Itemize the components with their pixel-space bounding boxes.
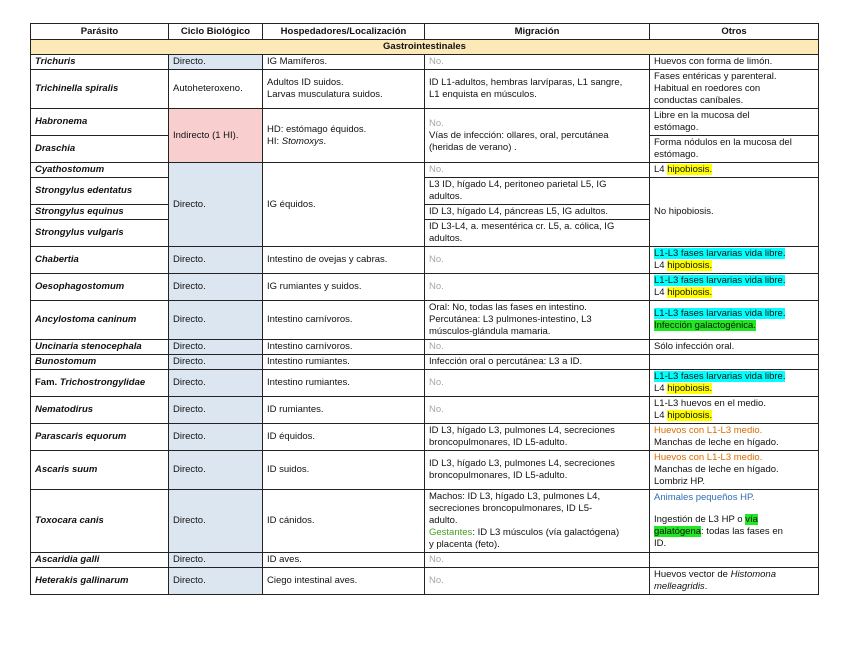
header-otros: Otros bbox=[650, 24, 819, 40]
other-line bbox=[654, 514, 814, 526]
parasite-name: Heterakis gallinarum bbox=[31, 568, 169, 595]
other-text: Ingestión de L3 HP o bbox=[654, 514, 746, 525]
cycle-cell: Directo. bbox=[169, 355, 263, 370]
other-line: Huevos con L1-L3 medio. bbox=[654, 452, 763, 463]
hypobiosis-highlight: hipobiosis. bbox=[667, 260, 713, 271]
host-cell bbox=[263, 109, 425, 163]
header-ciclo: Ciclo Biológico bbox=[169, 24, 263, 40]
table-row bbox=[31, 370, 819, 397]
other-cell bbox=[650, 553, 819, 568]
other-line bbox=[654, 371, 814, 383]
other-line: L1-L3 huevos en el medio. bbox=[654, 398, 766, 409]
migration-line: (heridas de verano) . bbox=[429, 141, 517, 153]
migration-cell bbox=[425, 70, 650, 109]
other-text: : todas las fases en bbox=[701, 526, 783, 537]
species-name: Histomona bbox=[730, 569, 776, 580]
migration-cell: No. bbox=[425, 397, 650, 424]
cycle-cell: Directo. bbox=[169, 163, 263, 247]
spacer bbox=[654, 504, 814, 514]
migration-cell: Infección oral o percutánea: L3 a ID. bbox=[425, 355, 650, 370]
other-cell: Huevos con forma de limón. bbox=[650, 55, 819, 70]
other-line bbox=[654, 260, 814, 272]
other-cell bbox=[650, 301, 819, 340]
other-line: Fases entéricas y parenteral. bbox=[654, 71, 777, 82]
table-row bbox=[31, 301, 819, 340]
other-cell bbox=[650, 109, 819, 136]
other-line bbox=[654, 320, 814, 332]
migration-line: ID L1-adultos, hembras larvíparas, L1 sangre, bbox=[429, 77, 623, 88]
cycle-cell: Indirecto (1 HI). bbox=[169, 109, 263, 163]
cycle-cell: Directo. bbox=[169, 55, 263, 70]
other-line: estómago. bbox=[654, 149, 699, 160]
cycle-cell: Directo. bbox=[169, 568, 263, 595]
cycle-cell: Directo. bbox=[169, 451, 263, 490]
migration-cell: No. bbox=[425, 568, 650, 595]
table-row bbox=[31, 568, 819, 595]
parasite-name: Trichinella spiralis bbox=[31, 70, 169, 109]
parasite-name: Toxocara canis bbox=[31, 490, 169, 553]
cycle-cell: Directo. bbox=[169, 340, 263, 355]
parasite-name: Strongylus edentatus bbox=[31, 178, 169, 205]
table-row bbox=[31, 340, 819, 355]
other-text: Huevos vector de bbox=[654, 569, 731, 580]
table-row bbox=[31, 163, 819, 178]
other-text: . bbox=[704, 581, 708, 592]
other-cell bbox=[650, 355, 819, 370]
other-line: Animales pequeños HP. bbox=[654, 492, 755, 503]
migration-line: ID L3-L4, a. mesentérica cr. L5, a. cólica, IG bbox=[429, 221, 615, 232]
other-cell bbox=[650, 274, 819, 301]
migration-cell: No. bbox=[425, 553, 650, 568]
header-migracion: Migración bbox=[425, 24, 650, 40]
other-line: Huevos con L1-L3 medio. bbox=[654, 425, 763, 436]
parasite-name: Nematodirus bbox=[31, 397, 169, 424]
other-text: L4 bbox=[654, 287, 668, 298]
host-cell: IG Mamíferos. bbox=[263, 55, 425, 70]
host-cell: ID rumiantes. bbox=[263, 397, 425, 424]
host-line: HD: estómago équidos. bbox=[267, 123, 367, 135]
table-row bbox=[31, 274, 819, 301]
migration-cell bbox=[425, 301, 650, 340]
galactogenic-highlight: galatógena bbox=[654, 526, 702, 537]
other-cell: No hipobiosis. bbox=[650, 178, 819, 247]
other-cell bbox=[650, 136, 819, 163]
other-line: conductas caníbales. bbox=[654, 95, 744, 106]
parasite-name: Trichuris bbox=[31, 55, 169, 70]
species-name: melleagridis bbox=[654, 581, 705, 592]
other-text: L4 bbox=[654, 383, 668, 394]
cycle-cell: Directo. bbox=[169, 274, 263, 301]
parasite-name: Strongylus equinus bbox=[31, 205, 169, 220]
header-parasito: Parásito bbox=[31, 24, 169, 40]
migration-line: adultos. bbox=[429, 233, 463, 244]
host-genus: Stomoxys bbox=[281, 135, 324, 147]
other-line: Libre en la mucosa del bbox=[654, 110, 750, 121]
parasite-name: Ascaris suum bbox=[31, 451, 169, 490]
host-cell: Intestino carnívoros. bbox=[263, 301, 425, 340]
migration-line: ID L3, hígado L3, pulmones L4, secreciones bbox=[429, 425, 615, 436]
migration-cell: No. bbox=[425, 247, 650, 274]
larval-highlight: L1-L3 fases larvarias vida libre. bbox=[654, 275, 786, 286]
larval-highlight: L1-L3 fases larvarias vida libre. bbox=[654, 248, 786, 259]
parasite-name: Ancylostoma caninum bbox=[31, 301, 169, 340]
parasite-name: Bunostomum bbox=[31, 355, 169, 370]
hypobiosis-highlight: hipobiosis. bbox=[667, 383, 713, 394]
host-cell: ID cánidos. bbox=[263, 490, 425, 553]
cycle-cell: Directo. bbox=[169, 397, 263, 424]
other-line bbox=[654, 410, 814, 422]
parasite-name: Strongylus vulgaris bbox=[31, 220, 169, 247]
migration-line: broncopulmonares, ID L5-adulto. bbox=[429, 470, 568, 481]
cycle-cell: Autoheteroxeno. bbox=[169, 70, 263, 109]
host-line: Larvas musculatura suidos. bbox=[267, 89, 383, 100]
table-row bbox=[31, 490, 819, 553]
migration-cell: No. bbox=[425, 55, 650, 70]
host-text: HI: bbox=[267, 135, 282, 147]
other-cell bbox=[650, 247, 819, 274]
table-row bbox=[31, 424, 819, 451]
other-cell: Sólo infección oral. bbox=[650, 340, 819, 355]
parasite-name bbox=[31, 370, 169, 397]
other-cell bbox=[650, 568, 819, 595]
migration-cell bbox=[425, 424, 650, 451]
other-line bbox=[654, 526, 814, 538]
migration-cell: ID L3, hígado L4, páncreas L5, IG adultos. bbox=[425, 205, 650, 220]
host-line: Adultos ID suidos. bbox=[267, 77, 344, 88]
migration-line: adultos. bbox=[429, 191, 463, 202]
other-line: Habitual en roedores con bbox=[654, 83, 761, 94]
migration-line: secreciones broncopulmonares, ID L5- bbox=[429, 503, 593, 514]
migration-line: adulto. bbox=[429, 515, 458, 526]
cycle-cell: Directo. bbox=[169, 424, 263, 451]
other-line bbox=[654, 308, 814, 320]
family-prefix: Fam. bbox=[35, 377, 60, 388]
migration-line: y placenta (feto). bbox=[429, 539, 500, 550]
migration-line bbox=[429, 527, 645, 539]
cycle-cell: Directo. bbox=[169, 553, 263, 568]
hypobiosis-highlight: hipobiosis. bbox=[667, 164, 713, 175]
table-row bbox=[31, 55, 819, 70]
galactogenic-highlight: vía bbox=[745, 514, 758, 525]
migration-line: broncopulmonares, ID L5-adulto. bbox=[429, 437, 568, 448]
host-cell: Ciego intestinal aves. bbox=[263, 568, 425, 595]
other-cell bbox=[650, 370, 819, 397]
parasite-name: Oesophagostomum bbox=[31, 274, 169, 301]
other-cell bbox=[650, 490, 819, 553]
host-cell: ID suidos. bbox=[263, 451, 425, 490]
hypobiosis-highlight: hipobiosis. bbox=[667, 287, 713, 298]
table-row bbox=[31, 247, 819, 274]
other-text: L4 bbox=[654, 164, 668, 175]
other-text: L4 bbox=[654, 260, 668, 271]
migration-line: ID L3, hígado L3, pulmones L4, secreciones bbox=[429, 458, 615, 469]
other-line bbox=[654, 275, 814, 287]
host-cell: Intestino rumiantes. bbox=[263, 355, 425, 370]
migration-line: L1 enquista en músculos. bbox=[429, 89, 537, 100]
other-cell bbox=[650, 397, 819, 424]
hypobiosis-highlight: hipobiosis. bbox=[667, 410, 713, 421]
migration-cell: No. bbox=[425, 163, 650, 178]
migration-cell bbox=[425, 178, 650, 205]
table-row bbox=[31, 178, 819, 205]
larval-highlight: L1-L3 fases larvarias vida libre. bbox=[654, 308, 786, 319]
cycle-cell: Directo. bbox=[169, 301, 263, 340]
header-row bbox=[31, 24, 819, 40]
gestantes-label: Gestantes bbox=[429, 527, 473, 538]
parasite-table bbox=[30, 23, 819, 595]
host-cell: Intestino rumiantes. bbox=[263, 370, 425, 397]
section-title: Gastrointestinales bbox=[31, 40, 819, 55]
migration-line: Vías de infección: ollares, oral, percutánea bbox=[429, 129, 609, 141]
migration-cell bbox=[425, 220, 650, 247]
host-cell: IG équidos. bbox=[263, 163, 425, 247]
migration-line: No. bbox=[429, 117, 444, 129]
cycle-cell: Directo. bbox=[169, 370, 263, 397]
migration-text: : ID L3 músculos (vía galactógena) bbox=[472, 527, 620, 538]
parasite-name: Habronema bbox=[31, 109, 169, 136]
migration-cell bbox=[425, 451, 650, 490]
table-row bbox=[31, 397, 819, 424]
migration-cell bbox=[425, 109, 650, 163]
other-line: estómago. bbox=[654, 122, 699, 133]
migration-line: Machos: ID L3, hígado L3, pulmones L4, bbox=[429, 491, 601, 502]
migration-line: L3 ID, hígado L4, peritoneo parietal L5, IG bbox=[429, 179, 607, 190]
migration-cell: No. bbox=[425, 370, 650, 397]
migration-cell: No. bbox=[425, 340, 650, 355]
parasite-name: Chabertia bbox=[31, 247, 169, 274]
host-cell bbox=[263, 70, 425, 109]
cycle-cell: Directo. bbox=[169, 490, 263, 553]
other-cell bbox=[650, 451, 819, 490]
parasite-name: Draschia bbox=[31, 136, 169, 163]
other-text: L4 bbox=[654, 410, 668, 421]
table-row bbox=[31, 109, 819, 136]
header-hospedadores: Hospedadores/Localización bbox=[263, 24, 425, 40]
other-line bbox=[654, 287, 814, 299]
migration-line: Percutánea: L3 pulmones-intestino, L3 bbox=[429, 314, 592, 325]
host-cell: ID équidos. bbox=[263, 424, 425, 451]
table-row bbox=[31, 355, 819, 370]
other-line: Manchas de leche en hígado. bbox=[654, 437, 779, 448]
table-row bbox=[31, 553, 819, 568]
family-name: Trichostrongylidae bbox=[59, 377, 146, 388]
other-line: Manchas de leche en hígado. bbox=[654, 464, 779, 475]
host-cell: Intestino carnívoros. bbox=[263, 340, 425, 355]
parasite-name: Uncinaria stenocephala bbox=[31, 340, 169, 355]
parasite-name: Parascaris equorum bbox=[31, 424, 169, 451]
other-cell bbox=[650, 424, 819, 451]
migration-cell: No. bbox=[425, 274, 650, 301]
galactogenic-highlight: Infección galactogénica. bbox=[654, 320, 756, 331]
host-cell: IG rumiantes y suidos. bbox=[263, 274, 425, 301]
other-cell bbox=[650, 70, 819, 109]
table-row bbox=[31, 70, 819, 109]
other-line bbox=[654, 383, 814, 395]
section-row bbox=[31, 40, 819, 55]
migration-cell bbox=[425, 490, 650, 553]
other-line: ID. bbox=[654, 538, 667, 549]
larval-highlight: L1-L3 fases larvarias vida libre. bbox=[654, 371, 786, 382]
host-cell: ID aves. bbox=[263, 553, 425, 568]
parasite-name: Ascaridia galli bbox=[31, 553, 169, 568]
parasite-name: Cyathostomum bbox=[31, 163, 169, 178]
other-cell bbox=[650, 163, 819, 178]
host-line bbox=[267, 136, 420, 148]
host-cell: Intestino de ovejas y cabras. bbox=[263, 247, 425, 274]
host-text: . bbox=[323, 135, 327, 147]
table-row bbox=[31, 451, 819, 490]
migration-line: Oral: No, todas las fases en intestino. bbox=[429, 302, 587, 313]
other-line bbox=[654, 581, 814, 593]
migration-line: músculos-glándula mamaria. bbox=[429, 326, 551, 337]
other-line bbox=[654, 248, 814, 260]
other-line: Forma nódulos en la mucosa del bbox=[654, 137, 792, 148]
other-line bbox=[654, 569, 814, 581]
other-line: Lombriz HP. bbox=[654, 476, 706, 487]
cycle-cell: Directo. bbox=[169, 247, 263, 274]
